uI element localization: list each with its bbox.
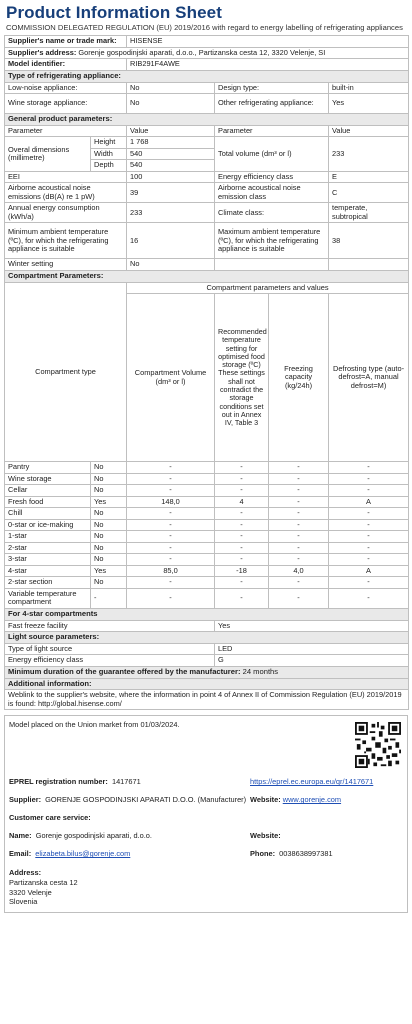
- customer-service-website-label: Website:: [250, 831, 281, 841]
- compartment-volume: -: [127, 508, 215, 520]
- compartment-volume: -: [127, 531, 215, 543]
- eprel-footer: [4, 715, 408, 913]
- fast-freeze-value: Yes: [215, 620, 409, 632]
- compartment-name: Pantry: [5, 462, 91, 474]
- model-label: Model identifier:: [5, 59, 127, 71]
- weblink-text: Weblink to the supplier's website, where the information in point 4 of Annex II of Commission Regulation (EU) 2019/2019 is found: http://global.hisense.com/: [5, 690, 409, 710]
- compartment-present: No: [91, 577, 127, 589]
- compartment-freezing: -: [269, 588, 329, 608]
- wine-storage-label: Wine storage appliance:: [5, 94, 127, 114]
- compartment-row: [5, 531, 409, 543]
- compartment-section-heading: Compartment Parameters:: [5, 270, 409, 282]
- supplier-name: HISENSE: [127, 36, 409, 48]
- climate-class-value: temperate, subtropical: [329, 203, 409, 223]
- phone-value: 0038638997381: [279, 849, 333, 859]
- compartment-row: [5, 565, 409, 577]
- compartment-freezing: -: [269, 554, 329, 566]
- noise-class-label: Airborne acoustical noise emission class: [215, 183, 329, 203]
- page-title: Product Information Sheet: [6, 3, 222, 22]
- compartment-name: 0-star or ice-making: [5, 519, 91, 531]
- compartment-temp: -: [215, 508, 269, 520]
- compartment-name: Cellar: [5, 485, 91, 497]
- compartment-freezing: -: [269, 508, 329, 520]
- website-label: Website:: [250, 795, 281, 805]
- extra-table: [4, 608, 409, 710]
- parameter-header: Parameter: [5, 125, 127, 137]
- light-section-heading: Light source parameters:: [5, 632, 409, 644]
- compartment-name: 2-star: [5, 542, 91, 554]
- compartment-volume: -: [127, 542, 215, 554]
- compartment-freezing: -: [269, 473, 329, 485]
- compartment-row: [5, 588, 409, 608]
- compartment-defrost: -: [329, 554, 409, 566]
- compartment-defrost: -: [329, 473, 409, 485]
- supplier-name-label: Supplier's name or trade mark:: [5, 36, 127, 48]
- compartment-temp: -: [215, 462, 269, 474]
- compartment-volume: -: [127, 577, 215, 589]
- main-table: [4, 35, 409, 282]
- name-label: Name:: [9, 831, 32, 841]
- compartment-present: Yes: [91, 496, 127, 508]
- compartment-present: No: [91, 462, 127, 474]
- additional-section-heading: Additional information:: [5, 678, 409, 690]
- compartment-volume-header: Compartment Volume (dm³ or l): [127, 294, 215, 462]
- height-value: 1 768: [127, 137, 215, 149]
- eprel-label: EPREL registration number:: [9, 777, 108, 787]
- compartment-freezing: -: [269, 462, 329, 474]
- compartment-name: 3-star: [5, 554, 91, 566]
- light-type-value: LED: [215, 643, 409, 655]
- compartment-defrost: -: [329, 577, 409, 589]
- max-temp-label: Maximum ambient temperature (ºC), for which the refrigerating appliance is suitable: [215, 223, 329, 259]
- compartment-temp-header: Recommended temperature setting for optimised food storage (ºC) These settings shall not contradict the storage conditions set out in Annex IV, Table 3: [215, 294, 269, 462]
- email-label: Email:: [9, 849, 32, 859]
- compartment-present: No: [91, 508, 127, 520]
- compartment-defrost: -: [329, 531, 409, 543]
- eei-value: 100: [127, 171, 215, 183]
- compartment-type-header: Compartment type: [5, 282, 127, 462]
- winter-setting-value: No: [127, 259, 215, 271]
- value-header: Value: [329, 125, 409, 137]
- depth-label: Depth: [91, 160, 127, 172]
- energy-class-value: E: [329, 171, 409, 183]
- general-section-heading: General product parameters:: [5, 114, 409, 126]
- compartment-name: Chill: [5, 508, 91, 520]
- fast-freeze-label: Fast freeze facility: [5, 620, 215, 632]
- compartment-group-header: Compartment parameters and values: [127, 282, 409, 294]
- eprel-number: 1417671: [111, 777, 141, 787]
- compartment-defrost: A: [329, 496, 409, 508]
- compartment-name: Fresh food: [5, 496, 91, 508]
- supplier-address-row: Supplier's address: Gorenje gospodinjski aparati, d.o.o., Partizanska cesta 12, 3320 Velenje, SI: [5, 47, 409, 59]
- compartment-present: -: [91, 588, 127, 608]
- compartment-present: No: [91, 542, 127, 554]
- qr-code-icon: [355, 722, 401, 768]
- noise-class-value: C: [329, 183, 409, 203]
- other-appliance-value: Yes: [329, 94, 409, 114]
- guarantee-row: Minimum duration of the guarantee offered by the manufacturer: 24 months: [5, 666, 409, 678]
- value-header: Value: [127, 125, 215, 137]
- light-type-label: Type of light source: [5, 643, 215, 655]
- compartment-temp: -: [215, 554, 269, 566]
- supplier-label: Supplier:: [9, 795, 42, 805]
- compartment-present: No: [91, 531, 127, 543]
- phone-label: Phone:: [250, 849, 276, 859]
- energy-consumption-label: Annual energy consumption (kWh/a): [5, 203, 127, 223]
- design-type-value: built-in: [329, 82, 409, 94]
- supplier-value: GORENJE GOSPODINJSKI APARATI D.O.O. (Manufacturer): [45, 795, 247, 805]
- compartment-name: Wine storage: [5, 473, 91, 485]
- compartment-row: [5, 554, 409, 566]
- compartment-temp: 4: [215, 496, 269, 508]
- compartment-temp: -: [215, 485, 269, 497]
- placed-on-market-text: Model placed on the Union market from 01/03/2024.: [9, 720, 180, 730]
- energy-consumption-value: 233: [127, 203, 215, 223]
- other-appliance-label: Other refrigerating appliance:: [215, 94, 329, 114]
- customer-service-name: Gorenje gospodinjski aparati, d.o.o.: [35, 831, 152, 841]
- compartment-freezing: 4,0: [269, 565, 329, 577]
- compartment-temp: -: [215, 531, 269, 543]
- compartment-volume: -: [127, 485, 215, 497]
- supplier-address: Gorenje gospodinjski aparati, d.o.o., Partizanska cesta 12, 3320 Velenje, SI: [78, 47, 326, 57]
- four-star-section-heading: For 4-star compartments: [5, 608, 409, 620]
- compartment-present: No: [91, 554, 127, 566]
- compartment-volume: 85,0: [127, 565, 215, 577]
- total-volume-value: 233: [329, 137, 409, 172]
- compartment-present: No: [91, 485, 127, 497]
- compartment-row: [5, 542, 409, 554]
- compartment-defrost: -: [329, 485, 409, 497]
- compartment-defrost: -: [329, 508, 409, 520]
- customer-service-heading: Customer care service:: [9, 813, 91, 823]
- compartment-row: [5, 473, 409, 485]
- compartment-rows: [5, 462, 409, 609]
- website-link[interactable]: www.gorenje.com: [282, 795, 342, 805]
- height-label: Height: [91, 137, 127, 149]
- low-noise-value: No: [127, 82, 215, 94]
- design-type-label: Design type:: [215, 82, 329, 94]
- wine-storage-value: No: [127, 94, 215, 114]
- compartment-present: Yes: [91, 565, 127, 577]
- compartment-temp: -: [215, 542, 269, 554]
- compartment-freezing: -: [269, 531, 329, 543]
- compartment-name: 4-star: [5, 565, 91, 577]
- max-temp-value: 38: [329, 223, 409, 259]
- compartment-temp: -: [215, 473, 269, 485]
- eei-label: EEI: [5, 171, 127, 183]
- parameter-header: Parameter: [215, 125, 329, 137]
- min-temp-value: 16: [127, 223, 215, 259]
- depth-value: 540: [127, 160, 215, 172]
- compartment-volume: -: [127, 473, 215, 485]
- width-label: Width: [91, 148, 127, 160]
- compartment-table: [4, 282, 409, 609]
- compartment-freezing: -: [269, 519, 329, 531]
- type-section-heading: Type of refrigerating appliance:: [5, 70, 409, 82]
- compartment-defrost: -: [329, 542, 409, 554]
- compartment-volume: -: [127, 519, 215, 531]
- guarantee-value: 24 months: [242, 666, 279, 676]
- noise-value: 39: [127, 183, 215, 203]
- product-information-sheet: [0, 3, 412, 1024]
- compartment-temp: -: [215, 519, 269, 531]
- climate-class-label: Climate class:: [215, 203, 329, 223]
- compartment-defrost: -: [329, 588, 409, 608]
- light-class-value: G: [215, 655, 409, 667]
- compartment-defrost: -: [329, 519, 409, 531]
- compartment-row: [5, 508, 409, 520]
- compartment-row: [5, 519, 409, 531]
- compartment-temp: -: [215, 588, 269, 608]
- compartment-volume: -: [127, 588, 215, 608]
- compartment-defrost: A: [329, 565, 409, 577]
- compartment-row: [5, 485, 409, 497]
- compartment-freezing: -: [269, 496, 329, 508]
- compartment-freezing: -: [269, 577, 329, 589]
- compartment-row: [5, 462, 409, 474]
- compartment-row: [5, 577, 409, 589]
- winter-setting-label: Winter setting: [5, 259, 127, 271]
- defrosting-type-header: Defrosting type (auto-defrost=A, manual defrost=M): [329, 294, 409, 462]
- compartment-volume: 148,0: [127, 496, 215, 508]
- compartment-freezing: -: [269, 542, 329, 554]
- compartment-name: 1-star: [5, 531, 91, 543]
- compartment-present: No: [91, 519, 127, 531]
- compartment-temp: -: [215, 577, 269, 589]
- compartment-freezing: -: [269, 485, 329, 497]
- min-temp-label: Minimum ambient temperature (ºC), for which the refrigerating appliance is suitable: [5, 223, 127, 259]
- compartment-present: No: [91, 473, 127, 485]
- eprel-link[interactable]: https://eprel.ec.europa.eu/qr/1417671: [250, 777, 374, 787]
- email-link[interactable]: elizabeta.bilus@gorenje.com: [35, 849, 131, 859]
- compartment-name: Variable temperature compartment: [5, 588, 91, 608]
- compartment-temp: -18: [215, 565, 269, 577]
- compartment-defrost: -: [329, 462, 409, 474]
- total-volume-label: Total volume (dm³ or l): [215, 137, 329, 172]
- compartment-volume: -: [127, 554, 215, 566]
- regulation-text: COMMISSION DELEGATED REGULATION (EU) 2019/2016 with regard to energy labelling of refrigerating appliances: [6, 22, 403, 32]
- freezing-capacity-header: Freezing capacity (kg/24h): [269, 294, 329, 462]
- compartment-name: 2-star section: [5, 577, 91, 589]
- light-class-label: Energy efficiency class: [5, 655, 215, 667]
- model-identifier: RIB291F4AWE: [127, 59, 409, 71]
- width-value: 540: [127, 148, 215, 160]
- noise-label: Airborne acoustical noise emissions (dB(A) re 1 pW): [5, 183, 127, 203]
- overall-dimensions-label: Overal dimensions (millimetre): [5, 137, 91, 172]
- compartment-volume: -: [127, 462, 215, 474]
- low-noise-label: Low-noise appliance:: [5, 82, 127, 94]
- address-block: Address: Partizanska cesta 12 3320 Velenje Slovenia: [9, 868, 78, 907]
- compartment-row: [5, 496, 409, 508]
- energy-class-label: Energy efficiency class: [215, 171, 329, 183]
